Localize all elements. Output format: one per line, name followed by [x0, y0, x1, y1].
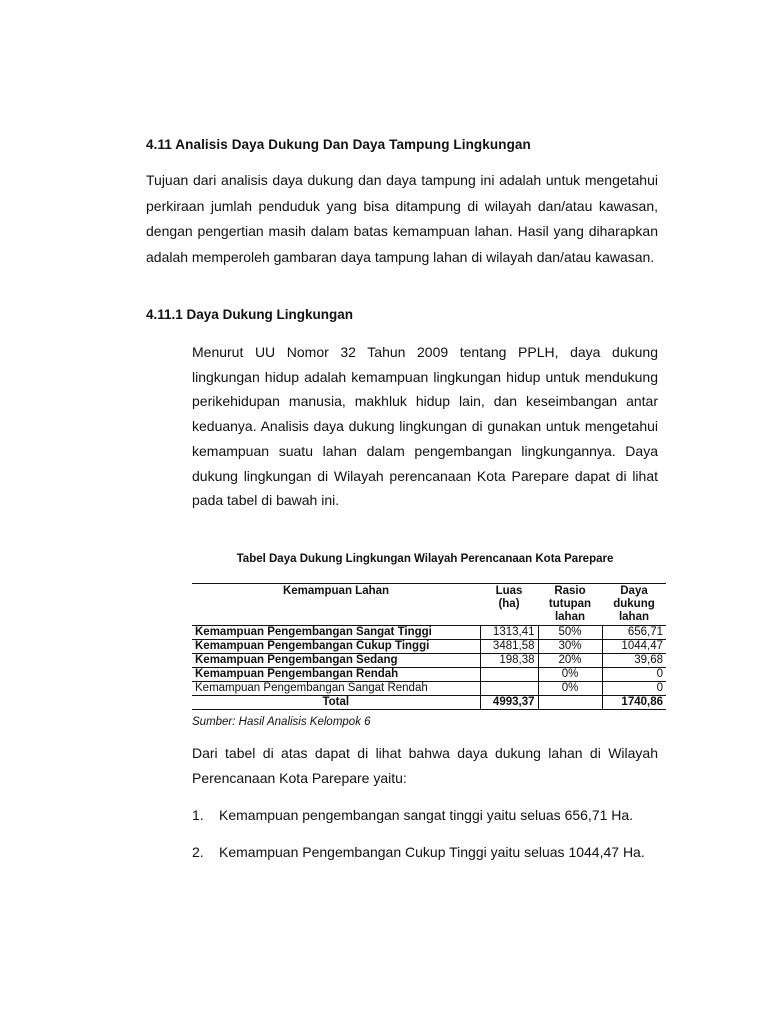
cell-luas: [480, 682, 538, 696]
cell-total-rasio: [538, 696, 602, 710]
header-daya-dukung: Daya dukung lahan: [602, 584, 666, 626]
list-item: [192, 803, 658, 828]
cell-total-luas: 4993,37: [480, 696, 538, 710]
cell-daya: 656,71: [602, 626, 666, 640]
cell-kemampuan: Kemampuan Pengembangan Sedang: [192, 654, 480, 668]
after-table-paragraph: Dari tabel di atas dapat di lihat bahwa daya dukung lahan di Wilayah Perencanaan Kota Parepare yaitu:: [192, 745, 658, 786]
cell-rasio: 0%: [538, 682, 602, 696]
cell-kemampuan: Kemampuan Pengembangan Cukup Tinggi: [192, 640, 480, 654]
list-text: Kemampuan Pengembangan Cukup Tinggi yaitu seluas 1044,47 Ha.: [219, 844, 645, 860]
cell-daya: 39,68: [602, 654, 666, 668]
list-item: [192, 840, 658, 865]
daya-dukung-table: [192, 583, 666, 710]
header-rasio: Rasio tutupan lahan: [538, 584, 602, 626]
cell-luas: [480, 668, 538, 682]
header-luas: Luas (ha): [480, 584, 538, 626]
cell-daya: 1044,47: [602, 640, 666, 654]
subsection-heading: 4.11.1 Daya Dukung Lingkungan: [146, 307, 354, 322]
table-caption: Tabel Daya Dukung Lingkungan Wilayah Perencanaan Kota Parepare: [236, 553, 614, 565]
table-header-row: [192, 584, 666, 626]
cell-total-label: Total: [192, 696, 480, 710]
table-row: [192, 626, 666, 640]
cell-daya: 0: [602, 682, 666, 696]
table-row: [192, 668, 666, 682]
list-text: Kemampuan pengembangan sangat tinggi yaitu seluas 656,71 Ha.: [219, 807, 634, 823]
intro-paragraph: Tujuan dari analisis daya dukung dan daya tampung ini adalah untuk mengetahui perkiraan jumlah penduduk yang bisa ditampung di wilayah dan/atau kawasan, dengan pengertian masih dalam batas kemampuan lahan. Hasil yang diharapkan adalah memperoleh gambaran daya tampung lahan di wilayah dan/atau kawasan.: [146, 172, 658, 265]
cell-daya: 0: [602, 668, 666, 682]
cell-luas: 3481,58: [480, 640, 538, 654]
cell-kemampuan: Kemampuan Pengembangan Sangat Tinggi: [192, 626, 480, 640]
list-number: 2.: [192, 844, 204, 860]
table-row: [192, 654, 666, 668]
table-row: [192, 640, 666, 654]
findings-list: [192, 803, 658, 865]
section-heading: 4.11 Analisis Daya Dukung Dan Daya Tampung Lingkungan: [146, 137, 531, 152]
cell-kemampuan: Kemampuan Pengembangan Rendah: [192, 668, 480, 682]
cell-rasio: 50%: [538, 626, 602, 640]
cell-rasio: 30%: [538, 640, 602, 654]
cell-total-daya: 1740,86: [602, 696, 666, 710]
table-row: [192, 682, 666, 696]
table-total-row: [192, 696, 666, 710]
header-kemampuan-lahan: Kemampuan Lahan: [192, 584, 480, 626]
list-number: 1.: [192, 807, 204, 823]
cell-kemampuan: Kemampuan Pengembangan Sangat Rendah: [192, 682, 480, 696]
cell-rasio: 0%: [538, 668, 602, 682]
cell-luas: 198,38: [480, 654, 538, 668]
cell-luas: 1313,41: [480, 626, 538, 640]
subsection-paragraph: Menurut UU Nomor 32 Tahun 2009 tentang PPLH, daya dukung lingkungan hidup adalah kemampuan lingkungan hidup untuk mendukung perikehidupan manusia, makhluk hidup lain, dan keseimbangan antar keduanya. Analisis daya dukung lingkungan di gunakan untuk mengetahui kemampuan suatu lahan dalam pengembangan lingkungannya. Daya dukung lingkungan di Wilayah perencanaan Kota Parepare dapat di lihat pada tabel di bawah ini.: [192, 344, 658, 509]
table-source: Sumber: Hasil Analisis Kelompok 6: [192, 716, 371, 728]
cell-rasio: 20%: [538, 654, 602, 668]
